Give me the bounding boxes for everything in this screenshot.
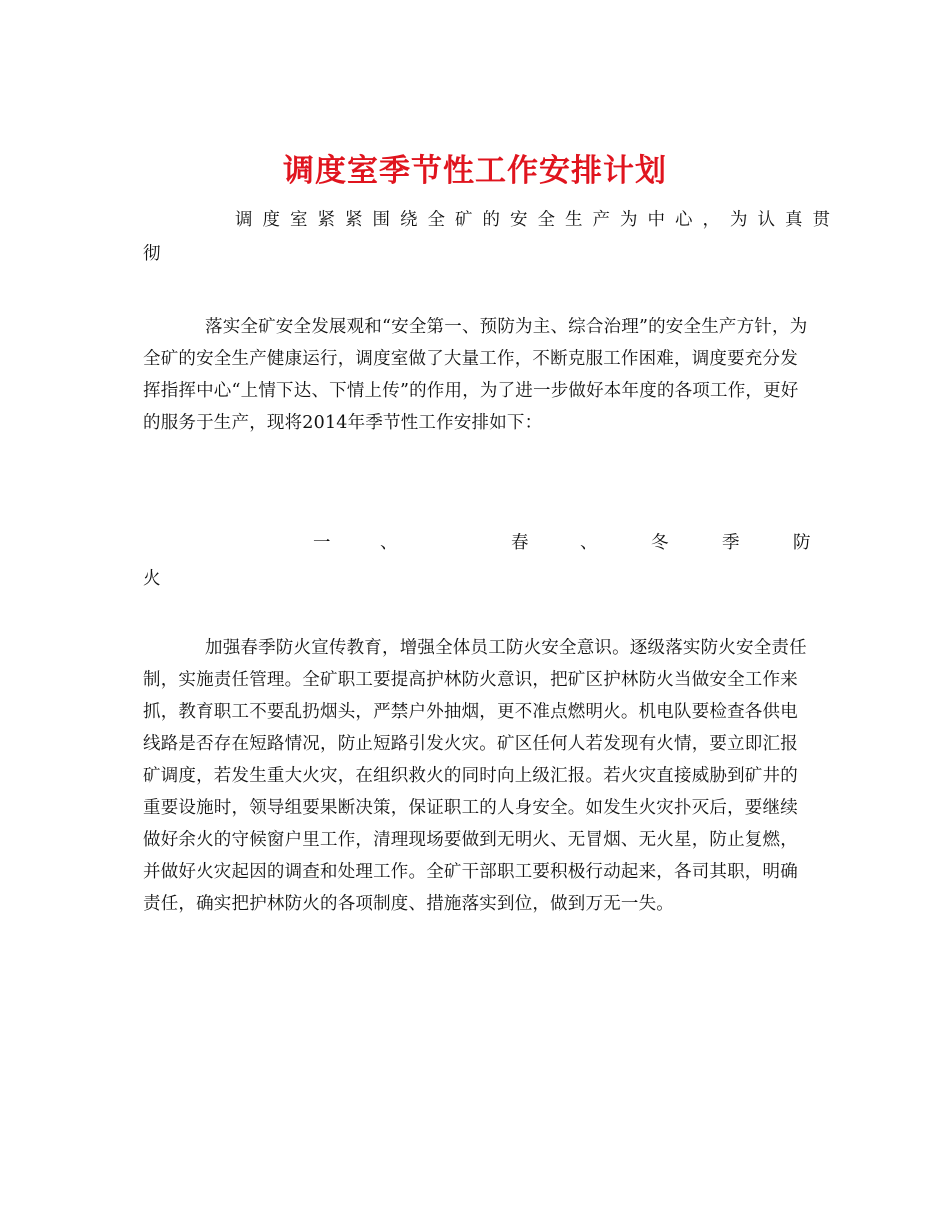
section-1-heading-char: 春 <box>511 533 529 553</box>
section-1-heading-char: 冬 <box>651 533 669 553</box>
paragraph-1: 落实全矿安全发展观和“安全第一、预防为主、综合治理”的安全生产方针，为全矿的安全生产健康运行，调度室做了大量工作，不断克服工作困难，调度要充分发挥指挥中心“上情下达、下情上传”的作用，为了进一步做好本年度的各项工作，更好的服务于生产，现将2014年季节性工作安排如下： <box>143 317 808 433</box>
document-title: 调度室季节性工作安排计划 <box>283 152 667 189</box>
section-1-heading <box>143 527 811 559</box>
section-1-heading-char: 、 <box>580 533 598 553</box>
intro-line-1: 调度室紧紧围绕全矿的安全生产为中心，为认真贯 <box>235 210 840 230</box>
section-1-heading-continuation: 火 <box>143 569 161 589</box>
section-1-heading-char: 防 <box>793 533 811 553</box>
section-1-heading-char: 季 <box>722 533 740 553</box>
section-1-heading-char: 一 <box>313 533 331 553</box>
intro-line-2: 彻 <box>143 244 161 264</box>
paragraph-2: 加强春季防火宣传教育，增强全体员工防火安全意识。逐级落实防火安全责任制，实施责任管理。全矿职工要提高护林防火意识，把矿区护林防火当做安全工作来抓，教育职工不要乱扔烟头，严禁户外抽烟，更不准点燃明火。机电队要检查各供电线路是否存在短路情况，防止短路引发火灾。矿区任何人若发现有火情，要立即汇报矿调度，若发生重大火灾，在组织救火的同时向上级汇报。若火灾直接威胁到矿井的重要设施时，领导组要果断决策，保证职工的人身安全。如发生火灾扑灭后，要继续做好余火的守候窗户里工作，清理现场要做到无明火、无冒烟、无火星，防止复燃，并做好火灾起因的调查和处理工作。全矿干部职工要积极行动起来，各司其职，明确责任，确实把护林防火的各项制度、措施落实到位，做到万无一失。 <box>143 638 807 914</box>
section-1-heading-char: 、 <box>380 533 398 553</box>
